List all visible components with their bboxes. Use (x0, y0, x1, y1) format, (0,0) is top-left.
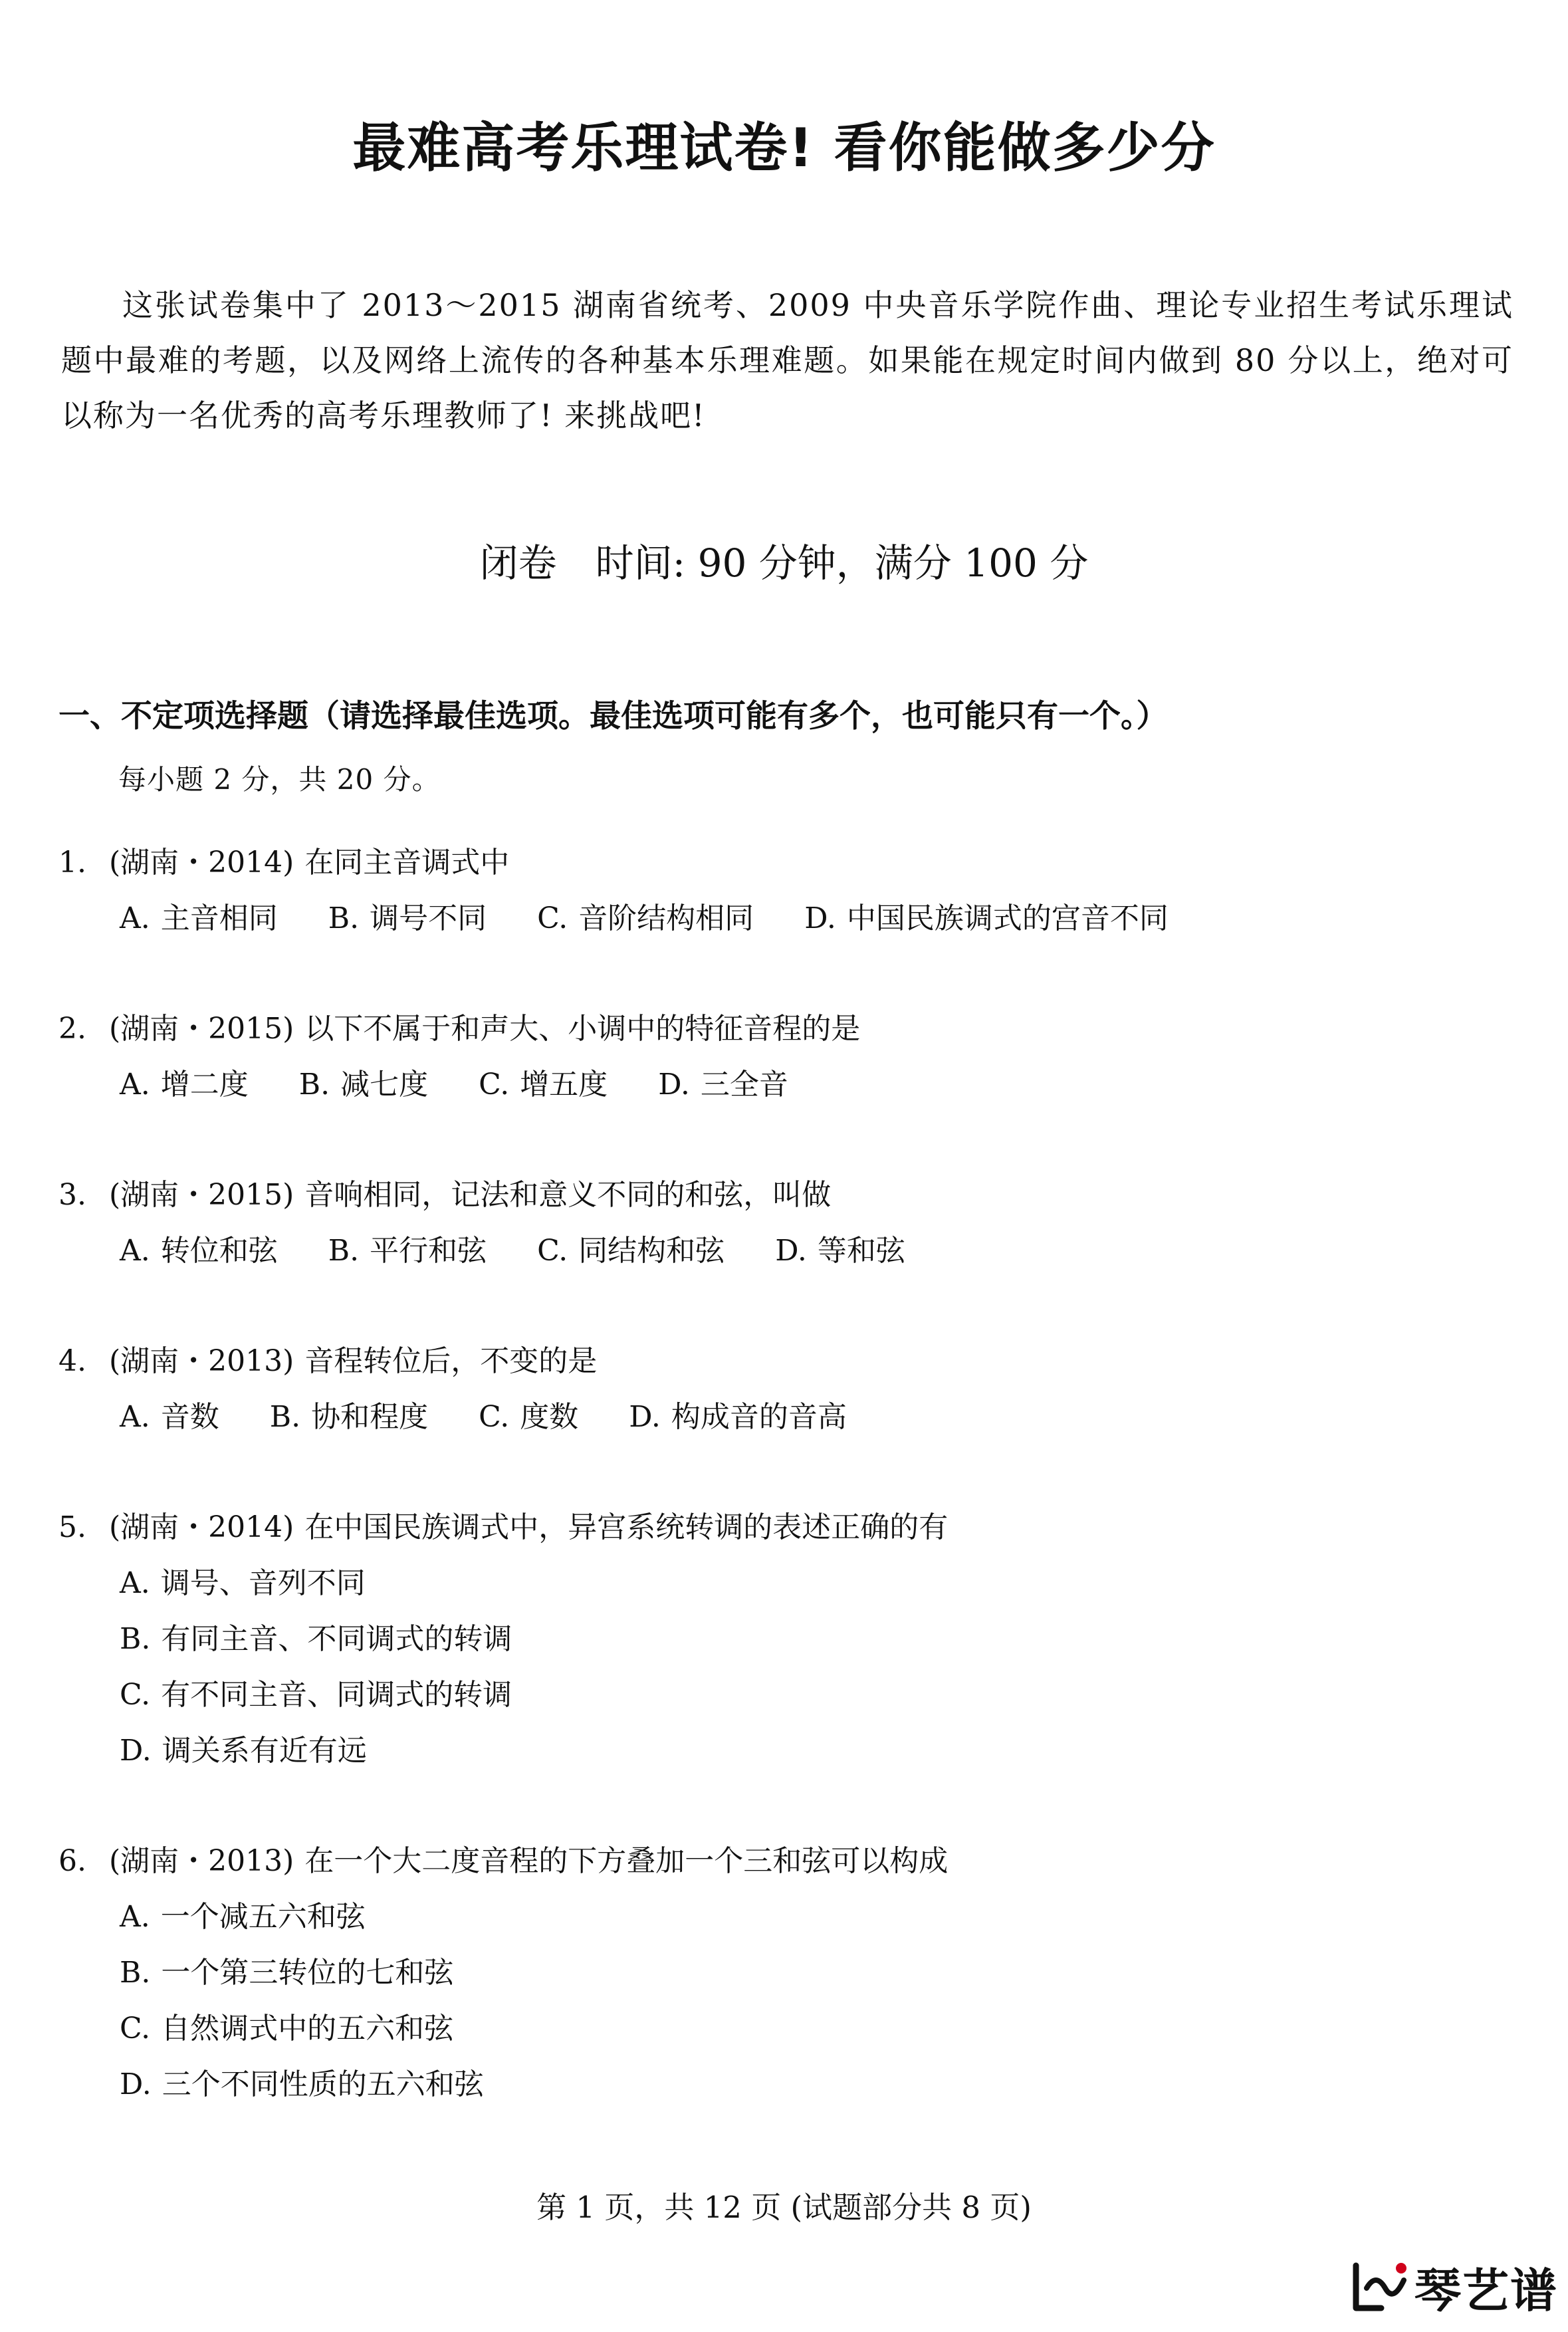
question-source: (湖南・2014) (109, 1510, 294, 1544)
question-stem (58, 1500, 1514, 1556)
question-source: (湖南・2015) (109, 1178, 294, 1212)
option-a[interactable]: A. 一个减五六和弦 (120, 1900, 366, 1934)
option-d[interactable]: D. 中国民族调式的宫音不同 (804, 901, 1169, 935)
option-a[interactable]: A. 主音相同 (120, 901, 278, 935)
question-text: 在一个大二度音程的下方叠加一个三和弦可以构成 (304, 1844, 949, 1878)
question-5 (58, 1500, 1514, 1779)
question-source: (湖南・2015) (109, 1012, 294, 1046)
option-b[interactable]: B. 一个第三转位的七和弦 (120, 1956, 454, 1990)
option-b[interactable]: B. 有同主音、不同调式的转调 (120, 1622, 512, 1656)
option-b[interactable]: B. 调号不同 (328, 901, 487, 935)
option-c[interactable]: C. 同结构和弦 (537, 1234, 725, 1268)
option-d[interactable]: D. 三个不同性质的五六和弦 (120, 2067, 484, 2101)
question-stem (58, 1001, 1514, 1057)
option-c[interactable]: C. 有不同主音、同调式的转调 (120, 1678, 512, 1712)
options-row (58, 1223, 1514, 1279)
question-3 (58, 1167, 1514, 1279)
question-number: 5. (58, 1510, 86, 1544)
option-a[interactable]: A. 调号、音列不同 (120, 1566, 366, 1600)
question-source: (湖南・2013) (109, 1344, 294, 1378)
brand-logo-text: 琴艺谱 (1414, 2263, 1558, 2318)
question-stem (58, 835, 1514, 891)
question-number: 2. (58, 1012, 86, 1046)
option-c[interactable]: C. 音阶结构相同 (537, 901, 754, 935)
option-b[interactable]: B. 平行和弦 (328, 1234, 487, 1268)
option-d[interactable]: D. 三全音 (658, 1068, 788, 1102)
options-row (58, 1057, 1514, 1113)
question-text: 在同主音调式中 (304, 846, 510, 879)
options-row (58, 891, 1514, 947)
music-note-logo-icon (1349, 2256, 1410, 2317)
question-stem (58, 1167, 1514, 1223)
option-c[interactable]: C. 度数 (479, 1400, 579, 1434)
option-a[interactable]: A. 音数 (120, 1400, 219, 1434)
option-b[interactable]: B. 协和程度 (269, 1400, 429, 1434)
exam-info: 闭卷 时间: 90 分钟，满分 100 分 (479, 540, 1089, 586)
question-number: 6. (58, 1844, 86, 1878)
question-number: 3. (58, 1178, 86, 1212)
question-text: 以下不属于和声大、小调中的特征音程的是 (304, 1012, 861, 1046)
option-a[interactable]: A. 转位和弦 (120, 1234, 278, 1268)
section-note: 每小题 2 分，共 20 分。 (118, 763, 441, 796)
options-list (58, 1889, 1514, 2113)
question-1 (58, 835, 1514, 947)
question-number: 1. (58, 846, 86, 879)
options-row (58, 1389, 1514, 1445)
intro-paragraph: 这张试卷集中了 2013～2015 湖南省统考、2009 中央音乐学院作曲、理论专业招生考试乐理试题中最难的考题，以及网络上流传的各种基本乐理难题。如果能在规定时间内做到 80 分以上，绝对可以称为一名优秀的高考乐理教师了! 来挑战吧! (61, 287, 1513, 433)
brand-logo (1349, 2255, 1558, 2319)
option-d[interactable]: D. 调关系有近有远 (120, 1734, 367, 1768)
question-6 (58, 1833, 1514, 2113)
question-text: 在中国民族调式中，异宫系统转调的表述正确的有 (304, 1510, 949, 1544)
question-4 (58, 1334, 1514, 1445)
page-footer: 第 1 页，共 12 页 (试题部分共 8 页) (536, 2190, 1032, 2225)
option-d[interactable]: D. 构成音的音高 (629, 1400, 847, 1434)
option-c[interactable]: C. 自然调式中的五六和弦 (120, 2012, 454, 2045)
question-text: 音程转位后，不变的是 (304, 1344, 598, 1378)
question-source: (湖南・2014) (109, 846, 294, 879)
question-number: 4. (58, 1344, 86, 1378)
option-a[interactable]: A. 增二度 (120, 1068, 249, 1102)
section-header: 一、不定项选择题（请选择最佳选项。最佳选项可能有多个，也可能只有一个。） (58, 698, 1168, 735)
question-stem (58, 1833, 1514, 1889)
question-source: (湖南・2013) (109, 1844, 294, 1878)
page-title: 最难高考乐理试卷! 看你能做多少分 (352, 117, 1216, 179)
question-text: 音响相同，记法和意义不同的和弦，叫做 (304, 1178, 832, 1212)
question-2 (58, 1001, 1514, 1113)
option-c[interactable]: C. 增五度 (479, 1068, 608, 1102)
options-list (58, 1556, 1514, 1779)
option-d[interactable]: D. 等和弦 (775, 1234, 905, 1268)
option-b[interactable]: B. 减七度 (298, 1068, 429, 1102)
question-stem (58, 1334, 1514, 1389)
